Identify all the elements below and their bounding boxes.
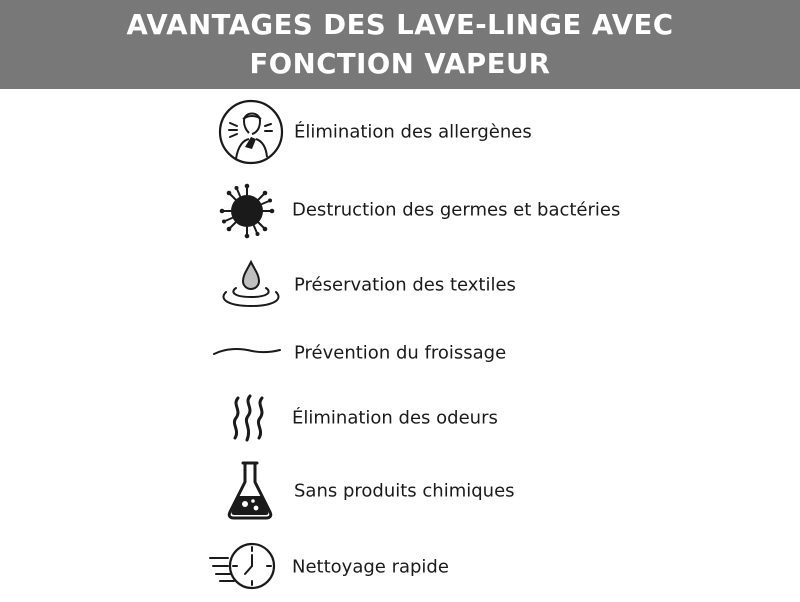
benefit-label: Élimination des allergènes <box>294 121 532 143</box>
benefit-item-odors <box>0 383 800 453</box>
odor-waves-icon <box>230 393 270 443</box>
benefit-label: Destruction des germes et bactéries <box>292 199 621 221</box>
header-banner <box>0 0 800 89</box>
chemical-flask-icon <box>226 460 274 522</box>
allergy-sneeze-icon <box>218 99 284 165</box>
benefit-label: Nettoyage rapide <box>292 556 449 578</box>
benefit-item-no-chemicals <box>0 456 800 526</box>
benefit-item-fast-cleaning <box>0 532 800 602</box>
benefit-label: Élimination des odeurs <box>292 407 498 429</box>
smooth-line-icon <box>212 344 282 360</box>
benefit-item-wrinkles <box>0 318 800 388</box>
benefit-item-germs <box>0 174 800 244</box>
benefit-label: Préservation des textiles <box>294 274 516 296</box>
germ-virus-icon <box>216 180 278 242</box>
fast-clock-icon <box>208 538 278 594</box>
benefit-item-textiles <box>0 250 800 320</box>
benefit-label: Prévention du froissage <box>294 342 507 364</box>
benefit-item-allergens <box>0 96 800 166</box>
benefit-label: Sans produits chimiques <box>294 480 515 502</box>
page-title-line-1: AVANTAGES DES LAVE-LINGE AVEC <box>126 8 674 41</box>
water-drop-ripple-icon <box>216 258 286 310</box>
page-title-line-2: FONCTION VAPEUR <box>249 47 551 80</box>
